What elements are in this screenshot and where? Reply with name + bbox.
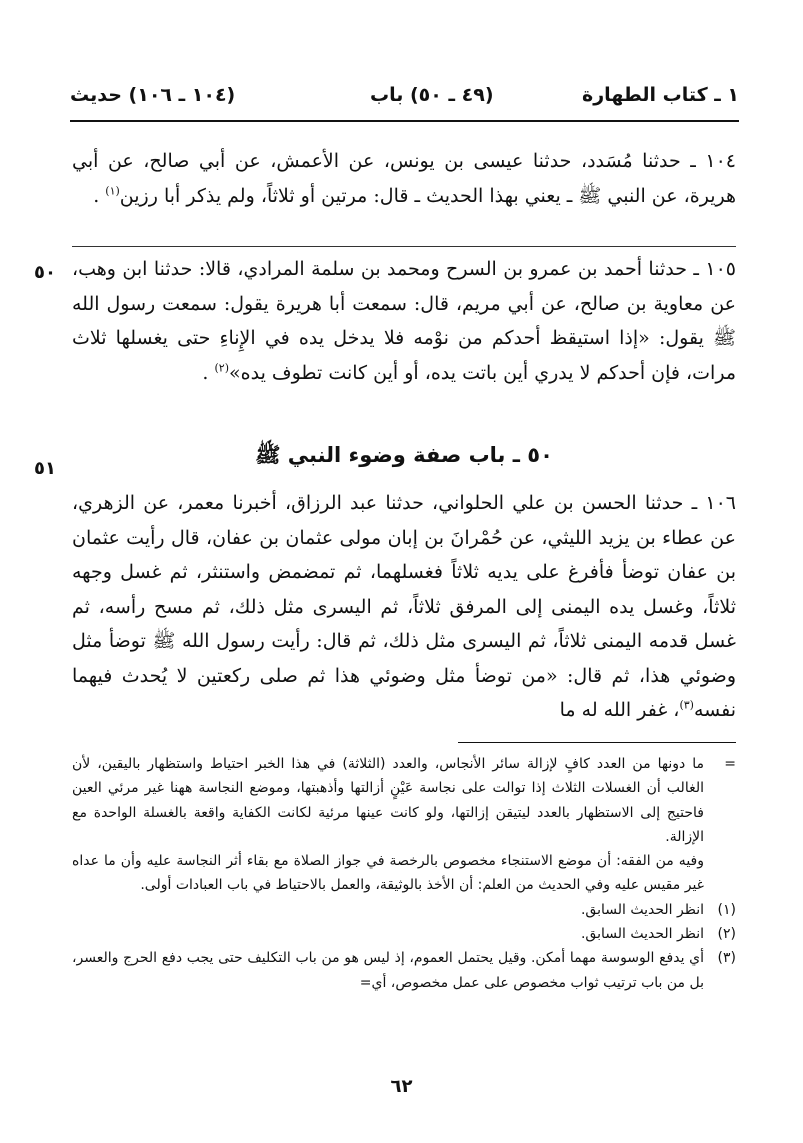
footnote-item [72, 898, 736, 922]
hadith-106 [72, 486, 736, 728]
margin-number: ٥١ [34, 458, 56, 479]
footnote-ref-3: (٣) [679, 698, 694, 712]
hadith-105-end: . [202, 361, 209, 384]
hadith-104-end: . [93, 184, 100, 207]
footnote-text: وفيه من الفقه: أن موضع الاستنجاء مخصوص بالرخصة في جواز الصلاة مع بقاء أثر النجاسة عليه وأن ما عداه غير مقيس عليه وفي الحديث من العلم: أن الأخذ بالوثيقة، والعمل بالاحتياط في باب العبادات أولى. [72, 853, 704, 894]
footnote-marker: (٢) [717, 926, 736, 943]
hadith-106-text: ١٠٦ ـ حدثنا الحسن بن علي الحلواني، حدثنا عبد الرزاق، أخبرنا معمر، عن الزهري، عن عطاء بن يزيد الليثي، عن حُمْرانَ بن إبان مولى عثمان بن عفان، قال رأيت عثمان بن عفان توضأ فأفرغ على يديه ثلاثاً فغسلهما، ثم تمضمض واستنثر، ثم غسل وجهه ثلاثاً، وغسل يده اليمنى إلى المرفق ثلاثاً، ثم اليسرى مثل ذلك، ثم مسح رأسه، ثم غسل قدمه اليمنى ثلاثاً، ثم اليسرى مثل ذلك، ثم قال: رأيت رسول الله ﷺ توضأ مثل وضوئي هذا، ثم قال: «من توضأ مثل وضوئي هذا ثم صلى ركعتين لا يُحدث فيهما نفسه [72, 492, 736, 721]
hadith-105 [72, 252, 736, 390]
hadith-105-text: ١٠٥ ـ حدثنا أحمد بن عمرو بن السرح ومحمد بن سلمة المرادي، قالا: حدثنا ابن وهب، عن معاوية بن صالح، عن أبي مريم، قال: سمعت أبا هريرة يقول: سمعت رسول الله ﷺ يقول: «إذا استيقظ أحدكم من نوْمه فلا يدخل يده في الإِناءِ حتى يغسلها ثلاث مرات، فإن أحدكم لا يدري أين باتت يده، أو أين كانت تطوف يده» [72, 258, 736, 384]
hadith-range: (١٠٤ ـ ١٠٦) حديث [70, 84, 236, 106]
separator-rule [72, 246, 736, 247]
page-number: ٦٢ [390, 1076, 413, 1097]
chapter-title: ٥٠ ـ باب صفة وضوء النبي ﷺ [255, 443, 553, 467]
footnote-rule [458, 742, 736, 743]
footnote-text: انظر الحديث السابق. [580, 901, 704, 918]
footnote-text: أي يدفع الوسوسة مهما أمكن. وقيل يحتمل العموم، إذ ليس هو من باب التكليف حتى يجب دفع الحرج والعسر، بل من باب ترتيب ثواب مخصوص على عمل مخصوص، أي= [72, 950, 704, 991]
footnote-text: انظر الحديث السابق. [580, 926, 704, 943]
book-title: ١ ـ كتاب الطهارة [582, 84, 739, 106]
continuation-mark: = [724, 756, 736, 772]
hadith-104 [72, 144, 736, 213]
hadith-106-tail: ، غفر الله له ما [559, 699, 680, 721]
margin-number: ٥٠ [34, 262, 56, 283]
footnote-item [72, 922, 736, 946]
footnote-item [72, 946, 736, 995]
running-header [70, 84, 739, 118]
footnote-marker: (١) [717, 901, 736, 918]
footnote-ref-1: (١) [105, 184, 120, 198]
header-rule [70, 120, 739, 122]
footnote-ref-2: (٢) [214, 361, 230, 375]
footnote-continuation [72, 752, 736, 849]
footnote-text: ما دونها من العدد كافٍ لإزالة سائر الأنجاس، والعدد (الثلاثة) في هذا الخبر احتياط واستظهار باليقين، لأن الغالب أن الغسلات الثلاث إذا توالت على نجاسة عَيْنٍ أزالتها وأذهبتها، وموضع النجاسة ههنا غير مرئي العين فاحتيج إلى الاستظهار بالعدد ليتيقن إزالتها، ولو كانت عينها مرئية لكانت الكفاية واقعة بالغسلة الواحدة مع الإزالة. [72, 756, 704, 845]
chapter-range: (٤٩ ـ ٥٠) باب [370, 84, 494, 106]
footnote-marker: (٣) [717, 950, 736, 967]
footnote-fiqh [72, 849, 736, 898]
hadith-104-text: ١٠٤ ـ حدثنا مُسَدد، حدثنا عيسى بن يونس، عن الأعمش، عن أبي صالح، عن أبي هريرة، عن النبي ﷺ ـ يعني بهذا الحديث ـ قال: مرتين أو ثلاثاً، ولم يذكر أبا رزين [72, 150, 736, 207]
footnotes [72, 752, 736, 995]
